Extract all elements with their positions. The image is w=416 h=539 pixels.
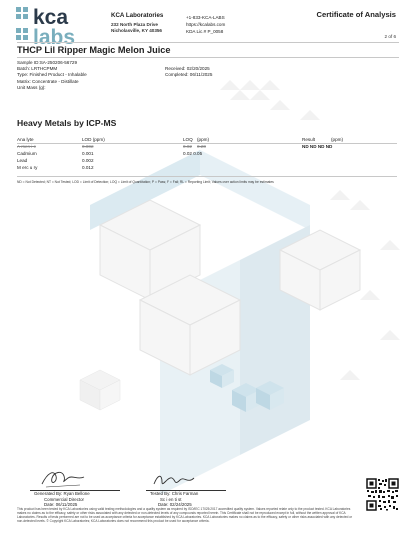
signature-left xyxy=(38,468,88,490)
lab-phone: +1-833-KCA-LABS xyxy=(186,15,225,20)
loq-value: 0.02 xyxy=(183,144,192,149)
tested-role: Sc i en ti st xyxy=(160,496,182,502)
result-value: ND ND ND ND xyxy=(302,144,333,149)
signature-right xyxy=(150,470,200,490)
sample-id: Sample ID:SA-250206-56729 xyxy=(17,60,78,65)
col-analyte: Ana lyte xyxy=(17,137,34,142)
col-result-unit: (ppm) xyxy=(331,137,343,142)
analyte-name: Lead xyxy=(17,158,28,163)
col-lod: LOD (ppm) xyxy=(82,137,105,142)
signature-left-block xyxy=(34,491,90,508)
disclaimer-text: This product has been tested by KCA Laboratories using valid testing methodologies and a quality system as required by ISO/IEC 17025:2017 accredited quality system. Values reported relate only to the product tested. KCA Laboratories makes no claims as to the efficacy, safety or other risks associated with any detected or non-detected levels of any compounds reported herein. This Certificate shall not be reproduced except in full, without the written approval of KCA Laboratories. Results of tests performed are not to be used as acceptance criteria for acceptance established by KCA Laboratories. KCA Laboratories makes no claims as to the efficacy, safety or other risks associated with any detected or non-detected levels. © Copyright KCA Laboratories; KCA Laboratories does not recommend this product be used for acceptance criteria. xyxy=(17,507,353,523)
col-result: Result xyxy=(302,137,316,142)
unit-mass: Unit Mass (g): xyxy=(17,84,46,90)
logo-word-kca: kca xyxy=(33,6,69,29)
analyte-name: M erc u ry xyxy=(17,165,38,170)
lab-address-line2: Nicholasville, KY 40356 xyxy=(111,28,162,33)
title-divider xyxy=(17,57,399,58)
generated-date: Date: 06/11/2025 xyxy=(44,502,78,508)
sample-dates xyxy=(165,66,212,79)
lab-contact xyxy=(186,14,225,36)
tested-by: Tested By: Chris Farman xyxy=(150,491,199,496)
completed-date: Completed: 06/11/2025 xyxy=(165,72,213,78)
received-date: Received: 02/20/2025 xyxy=(165,66,210,71)
lod-value: 0.002 xyxy=(82,144,94,149)
table-row xyxy=(17,165,397,171)
generated-by: Generated By: Ryan Bellone xyxy=(34,491,90,496)
col-loq: LOQ xyxy=(183,137,193,142)
loq-value: 0.02 0.05 xyxy=(183,151,203,156)
analyte-name: Cadmium xyxy=(17,151,37,156)
logo-word-labs: labs xyxy=(33,26,76,49)
col-loq-unit: (ppm) xyxy=(197,137,209,142)
lab-license: KDA Lic.# P_0058 xyxy=(186,29,224,35)
table-row xyxy=(17,144,397,150)
matrix: Matrix: Concentrate - Distillate xyxy=(17,78,79,84)
generated-role: Commercial Director xyxy=(44,496,85,502)
header-divider xyxy=(17,42,399,43)
document-title: Certificate of Analysis xyxy=(316,10,396,19)
table-row xyxy=(17,151,397,157)
lab-website[interactable]: https://kcalabs.com xyxy=(186,22,226,28)
page-number: 2 of 6 xyxy=(384,34,396,39)
loq-value-2: 0.20 xyxy=(197,144,206,149)
analyte-name: A rsen i c xyxy=(17,144,36,149)
lab-name: KCA Laboratories xyxy=(111,12,164,19)
lod-value: 0.002 xyxy=(82,158,94,163)
signature-right-block xyxy=(150,491,198,508)
lod-value: 0.012 xyxy=(82,165,94,170)
sample-info xyxy=(17,60,87,91)
section-title-heavy-metals: Heavy Metals by ICP-MS xyxy=(17,118,117,128)
lab-info xyxy=(111,12,163,34)
product-title: THCP Lil Ripper Magic Melon Juice xyxy=(17,45,171,55)
tested-date: Date: 02/24/2025 xyxy=(158,502,192,508)
product-type: Type: Finished Product - Inhalable xyxy=(17,72,87,78)
batch: Batch: LRTHCPMM xyxy=(17,66,58,72)
qr-code[interactable] xyxy=(366,478,399,511)
lod-value: 0.001 xyxy=(82,151,94,156)
table-footnote: ND = Not Detected; NT = Not Tested; LOD = Limit of Detection; LOQ = Limit of Quantitation; P = Pass; F = Fail; RL = Reporting Limit; Values over action limits may be estimates xyxy=(17,180,274,184)
lab-address-line1: 232 North Plaza Drive xyxy=(111,22,158,27)
table-row xyxy=(17,158,397,164)
table-bottom-divider xyxy=(17,176,397,177)
